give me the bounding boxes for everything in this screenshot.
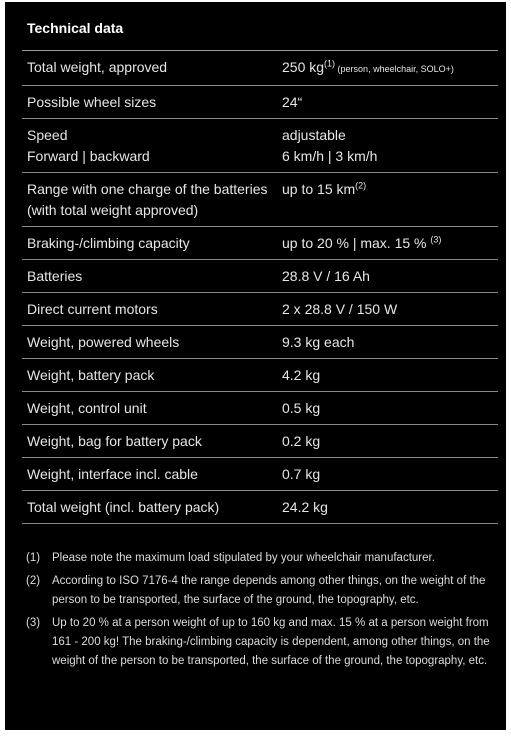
row-value: up to 20 % | max. 15 % $^{(3)}$ xyxy=(282,234,442,251)
table-row xyxy=(22,85,498,118)
footnote-ref: (1) xyxy=(324,58,336,69)
row-label: Braking-/climbing capacity xyxy=(27,235,190,251)
row-label: Weight, interface incl. cable xyxy=(27,466,198,482)
footnote xyxy=(26,549,496,568)
section-title: Technical data xyxy=(27,20,124,36)
footnote-number: (1) xyxy=(26,552,41,564)
footnotes xyxy=(26,549,496,675)
row-value: 0.2 kg xyxy=(282,433,321,449)
footnote-text: Up to 20 % at a person weight of up to 160 kg and max. 15 % at a person weight from 161 - 200 kg! The braking-/climbing capacity is dependent, among other things, on the weight of the person to be transported, the surface of the ground, the topography, etc. xyxy=(52,617,490,667)
row-value: 24“ xyxy=(282,94,303,110)
row-label: Weight, powered wheels xyxy=(27,334,180,350)
row-value: up to 15 $km^{(2)}$ xyxy=(282,180,367,197)
footnote-number: (2) xyxy=(26,575,41,587)
row-value: 2 x 28.8 V / 150 W xyxy=(282,301,398,317)
row-label: Range with one charge of the batteries (with total weight approved) xyxy=(27,181,268,218)
footnote-text: Please note the maximum load stipulated by your wheelchair manufacturer. xyxy=(52,552,435,564)
table-row xyxy=(22,457,498,490)
row-value: 0.5 kg xyxy=(282,400,321,416)
row-label: Weight, battery pack xyxy=(27,367,155,383)
row-label: Speed Forward | backward xyxy=(27,127,150,164)
footnote-ref: (3) xyxy=(430,234,442,245)
table-row xyxy=(22,325,498,358)
table-row xyxy=(22,391,498,424)
table-row xyxy=(22,50,498,85)
row-label: Direct current motors xyxy=(27,301,158,317)
footnote xyxy=(26,572,496,610)
table-row xyxy=(22,172,498,226)
row-label: Total weight, approved xyxy=(27,59,168,75)
row-value: 24.2 kg xyxy=(282,499,328,515)
row-value: 0.7 kg xyxy=(282,466,321,482)
row-label: Weight, bag for battery pack xyxy=(27,433,202,449)
table-row xyxy=(22,118,498,172)
row-label: Possible wheel sizes xyxy=(27,94,157,110)
footnote-text: According to ISO 7176-4 the range depends among other things, on the weight of the person to be transported, the surface of the ground, the topography, etc. xyxy=(52,575,486,606)
row-value: adjustable 6 km/h | 3 km/h xyxy=(282,127,378,164)
footnote-number: (3) xyxy=(26,617,41,629)
table-row xyxy=(22,292,498,325)
footnote-ref: (2) xyxy=(355,180,367,191)
row-value: 28.8 V / 16 Ah xyxy=(282,268,370,284)
technical-data-sheet xyxy=(5,2,506,730)
table-row xyxy=(22,259,498,292)
value-note: (person, wheelchair, SOLO+) xyxy=(335,64,454,74)
technical-data-table xyxy=(22,50,498,524)
table-row xyxy=(22,424,498,457)
row-label: Batteries xyxy=(27,268,83,284)
footnote xyxy=(26,614,496,671)
row-label: Total weight (incl. battery pack) xyxy=(27,499,220,515)
table-row xyxy=(22,226,498,259)
table-row xyxy=(22,490,498,524)
row-value: 4.2 kg xyxy=(282,367,321,383)
row-value: 250 $kg^{(1)}$ (person, wheelchair, SOLO+) xyxy=(282,58,454,75)
table-row xyxy=(22,358,498,391)
row-value: 9.3 kg each xyxy=(282,334,355,350)
row-label: Weight, control unit xyxy=(27,400,147,416)
